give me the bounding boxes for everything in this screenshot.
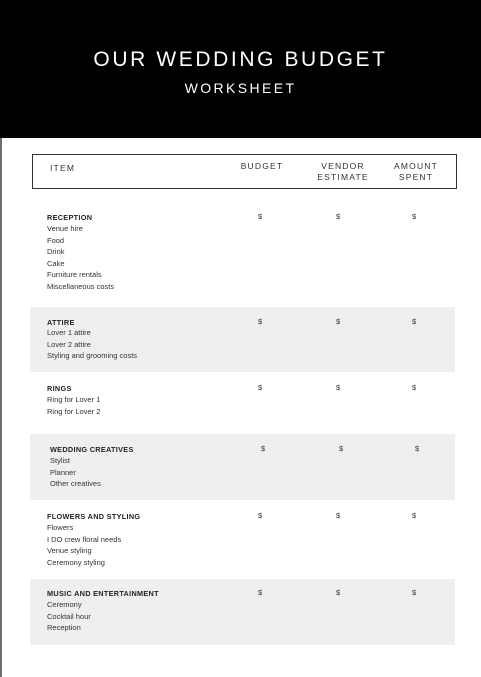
section-item-list <box>47 394 100 417</box>
section-reception <box>30 196 455 300</box>
list-item: Other creatives <box>50 479 101 489</box>
section-attire <box>30 307 455 372</box>
list-item: Venue styling <box>47 546 92 556</box>
column-header-vendor-line1: VENDOR <box>321 161 365 171</box>
amount-spent-amount: $ <box>412 511 417 520</box>
vendor-estimate-amount: $ <box>336 317 341 326</box>
section-item-list <box>50 455 101 490</box>
section-title: ATTIRE <box>47 318 75 327</box>
list-item: Styling and grooming costs <box>47 351 138 361</box>
section-item-list <box>47 599 91 634</box>
column-header-amount-spent <box>388 161 444 183</box>
section-music-and-entertainment <box>30 579 455 645</box>
amount-spent-amount: $ <box>412 212 417 221</box>
amount-spent-amount: $ <box>412 588 417 597</box>
column-header-item: ITEM <box>50 163 76 173</box>
column-header-spent-line1: AMOUNT <box>393 161 439 171</box>
list-item: Ring for Lover 1 <box>47 395 101 404</box>
amount-spent-amount: $ <box>412 317 417 326</box>
budget-amount: $ <box>258 317 263 326</box>
section-title: FLOWERS AND STYLING <box>47 512 141 521</box>
list-item: Flowers <box>47 523 74 532</box>
section-item-list <box>47 223 114 293</box>
list-item: Lover 1 attire <box>47 328 91 337</box>
budget-amount: $ <box>258 588 263 597</box>
section-title: WEDDING CREATIVES <box>50 445 134 454</box>
vendor-estimate-amount: $ <box>336 588 341 597</box>
vendor-estimate-amount: $ <box>339 444 344 453</box>
budget-amount: $ <box>261 444 266 453</box>
list-item: Stylist <box>50 456 71 465</box>
list-item: Miscellaneous costs <box>47 281 115 291</box>
list-item: Reception <box>47 623 81 633</box>
budget-amount: $ <box>258 511 263 520</box>
section-item-list <box>47 522 121 568</box>
list-item: Cake <box>47 258 65 268</box>
vendor-estimate-amount: $ <box>336 212 341 221</box>
section-item-list <box>47 327 137 362</box>
amount-spent-amount: $ <box>412 383 417 392</box>
page-title: OUR WEDDING BUDGET <box>93 48 388 71</box>
list-item: Lover 2 attire <box>47 339 91 349</box>
list-item: Drink <box>47 247 65 257</box>
vendor-estimate-amount: $ <box>336 383 341 392</box>
budget-amount: $ <box>258 212 263 221</box>
page-edge-divider <box>0 138 2 677</box>
list-item: Ceremony <box>47 600 82 609</box>
column-header-budget: BUDGET <box>240 161 284 171</box>
section-flowers-and-styling <box>30 503 455 575</box>
page-subtitle: WORKSHEET <box>184 80 297 96</box>
title-banner <box>0 0 481 138</box>
column-header-vendor-estimate <box>313 161 373 183</box>
section-rings <box>30 374 455 430</box>
vendor-estimate-amount: $ <box>336 511 341 520</box>
section-title: RECEPTION <box>47 213 93 222</box>
column-header-row <box>32 154 457 189</box>
section-title: RINGS <box>47 384 72 393</box>
section-title: MUSIC AND ENTERTAINMENT <box>47 589 159 598</box>
section-wedding-creatives <box>30 434 455 500</box>
list-item: Planner <box>50 467 76 477</box>
list-item: Food <box>47 235 65 245</box>
list-item: I DO crew floral needs <box>47 534 122 544</box>
list-item: Venue hire <box>47 224 83 233</box>
budget-amount: $ <box>258 383 263 392</box>
column-header-spent-line2: SPENT <box>398 172 434 182</box>
list-item: Cocktail hour <box>47 611 91 621</box>
list-item: Furniture rentals <box>47 270 102 280</box>
list-item: Ring for Lover 2 <box>47 406 101 416</box>
column-header-vendor-line2: ESTIMATE <box>317 172 369 182</box>
list-item: Ceremony styling <box>47 557 105 567</box>
amount-spent-amount: $ <box>415 444 420 453</box>
